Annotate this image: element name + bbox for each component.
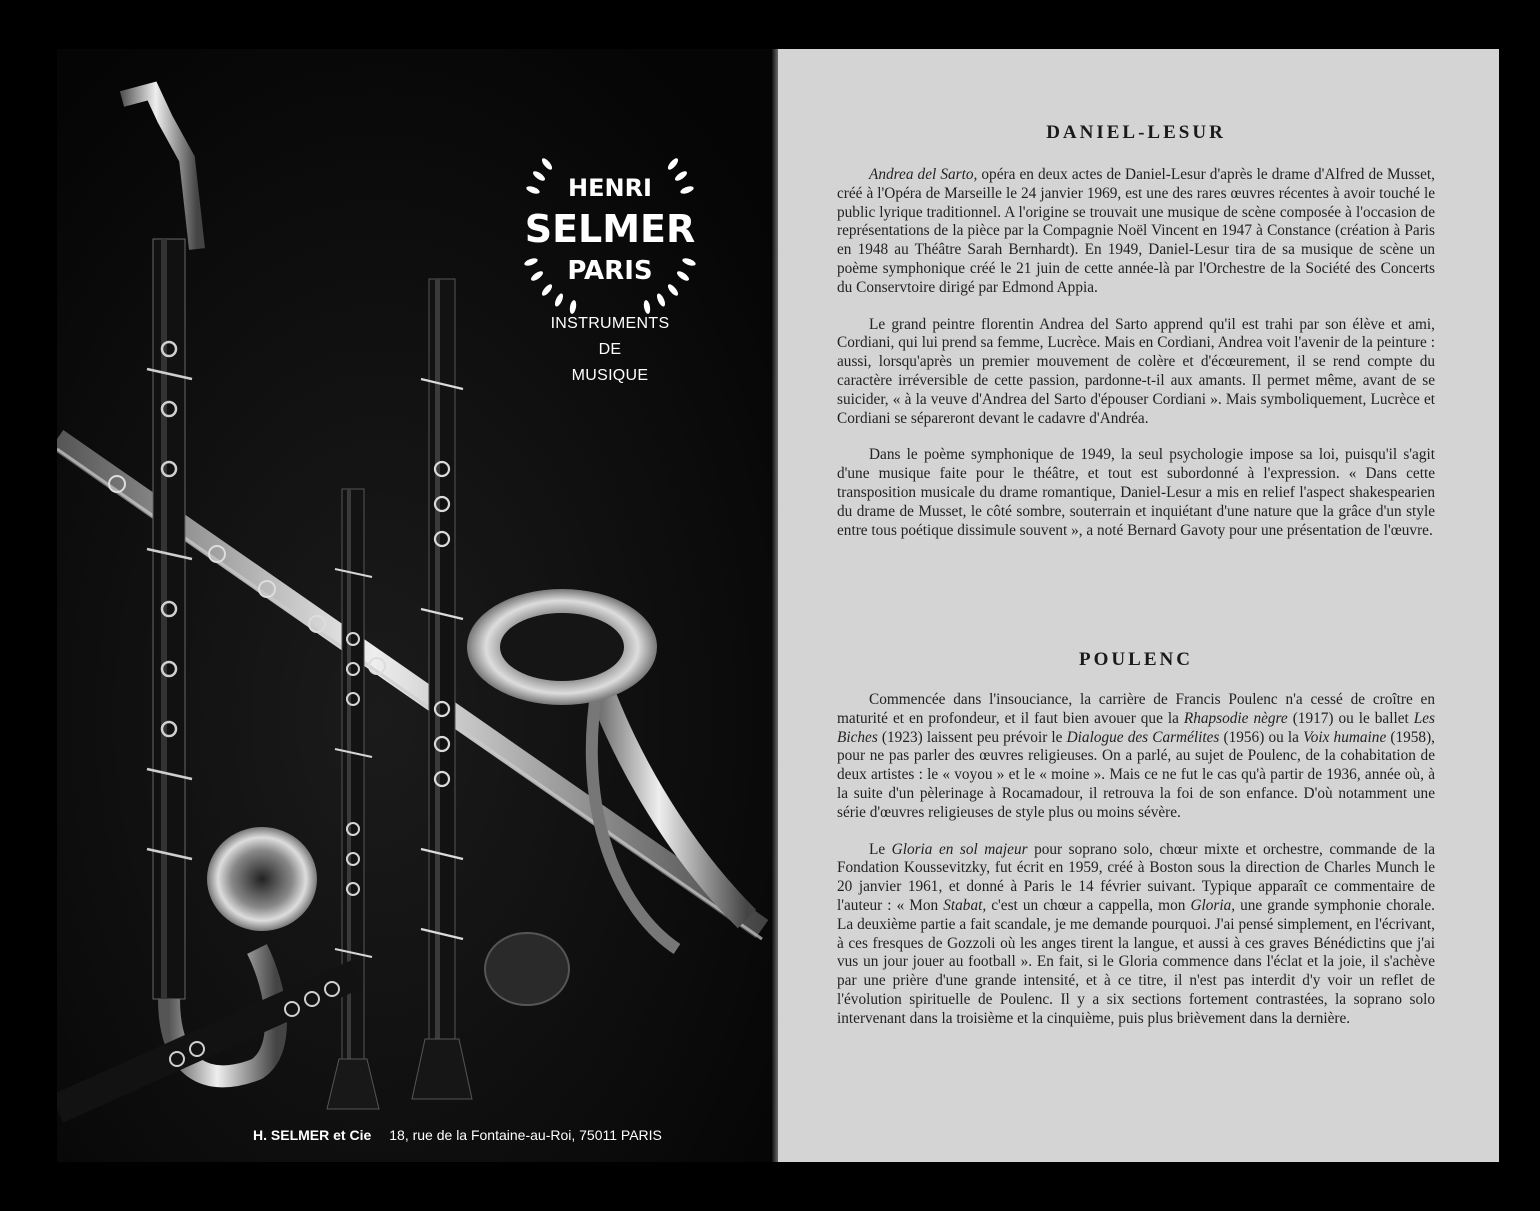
heading-daniel-lesur: DANIEL-LESUR [1046, 122, 1226, 143]
program-notes-page [778, 49, 1499, 1162]
company-name: H. SELMER et Cie [253, 1127, 372, 1143]
work-title: Andrea del Sarto, [869, 166, 978, 183]
article-poulenc [837, 649, 1435, 1029]
paragraph: Andrea del Sarto, opéra en deux actes de Daniel-Lesur d'après le drame d'Alfred de Musset, créé à l'Opéra de Marseille le 24 janvier 1969, est une des rares œuvres récentes à avoir touché le public lyrique traditionnel. A l'origine se trouvait une musique de scène composée à l'occasion de représentations de la pièce par la Compagnie Noël Vincent en 1947 à Constance (création à Paris en 1948 au Théâtre Sarah Bernhardt). En 1949, Daniel-Lesur tira de sa musique de scène un poème symphonique créé le 21 juin de cette année-là par l'Orchestre de la Société des Concerts du Conservtoire dirigé par Edmond Appia. [837, 166, 1435, 296]
tagline [505, 311, 715, 389]
tagline-line: INSTRUMENTS [550, 315, 670, 332]
tagline-line: MUSIQUE [571, 367, 649, 384]
article-daniel-lesur [837, 122, 1435, 540]
paragraph: Le grand peintre florentin Andrea del Sarto apprend qu'il est trahi par son élève et ami, Cordiani, qui lui prend sa femme, Lucrèce. Mais en Cordiani, Andrea voit l'avenir de la peinture : aussi, lorsqu'après un premier mouvement de colère et d'écœurement, il se rend compte du caractère irréversible de cette passion, pardonne-t-il aux amants. Il permet même, avant de se suicider, « à la veuve d'Andrea del Sarto d'épouser Cordiani ». Mais symboliquement, Lucrèce et Cordiani se sépareront devant le cadavre d'Andréa. [837, 315, 1435, 427]
logo-paris: PARIS [567, 256, 653, 286]
company-address: 18, rue de la Fontaine-au-Roi, 75011 PARIS [389, 1127, 662, 1143]
paragraph: Commencée dans l'insouciance, la carrière de Francis Poulenc n'a cessé de croître en maturité et en profondeur, et il faut bien avouer que la Rhapsodie nègre (1917) ou le ballet Les Biches (1923) laissent peu prévoir le Dialogue des Carmélites (1956) ou la Voix humaine (1958), pour ne pas parler des œuvres religieuses. On a parlé, au sujet de Poulenc, de la cohabitation de deux artistes : le « voyou » et le « moine ». Mais ce ne fut le cas qu'à partir de 1936, année où, à la suite d'un pèlerinage à Rocamadour, il retrouva la foi de son enfance. D'où notamment une série d'œuvres religieuses de style plus ou moins sévère. [837, 691, 1436, 821]
logo-henri: HENRI [568, 174, 652, 202]
company-footer [253, 1127, 753, 1143]
selmer-logo [519, 144, 701, 322]
advertisement-page [57, 49, 772, 1162]
paragraph: Dans le poème symphonique de 1949, la seul psychologie impose sa loi, puisqu'il s'agit d'une musique faite pour le théâtre, et tout est subordonné à l'expression. « Dans cette transposition musicale du drame romantique, Daniel-Lesur a mis en relief l'aspect shakespearien du drame de Musset, le côté sombre, souterrain et inquiétant d'une nature que la grâce d'un style entre tous poétique dissimule souvent », a noté Bernard Gavoty pour une présentation de l'œuvre. [837, 446, 1435, 539]
paragraph: Le Gloria en sol majeur pour soprano solo, chœur mixte et orchestre, commande de la Fondation Koussevitzky, fut écrit en 1959, créé à Boston sous la direction de Charles Munch le 20 janvier 1961, et donné à Paris le 14 février suivant. Typique apparaît ce commentaire de l'auteur : « Mon Stabat, c'est un chœur a cappella, mon Gloria, une grande symphonie chorale. La deuxième partie a fait scandale, je me demande pourquoi. J'ai pensé simplement, en l'écrivant, à ces fresques de Gozzoli où les anges tirent la langue, et aussi à ces graves Bénédictins que j'ai vus un jour jouer au football ». En fait, si le Gloria commence dans l'éclat et la joie, il s'achève par une prière d'une grande intensité, et à ce titre, il n'est pas interdit d'y voir un reflet de l'évolution spirituelle de Poulenc. Il y a six sections fortement contrastées, la soprano solo intervenant dans la troisième et la cinquième, puis plus brièvement dans la dernière. [837, 840, 1435, 1027]
heading-poulenc: POULENC [1079, 649, 1193, 670]
tagline-line: DE [598, 341, 622, 358]
logo-selmer: SELMER [524, 207, 696, 251]
